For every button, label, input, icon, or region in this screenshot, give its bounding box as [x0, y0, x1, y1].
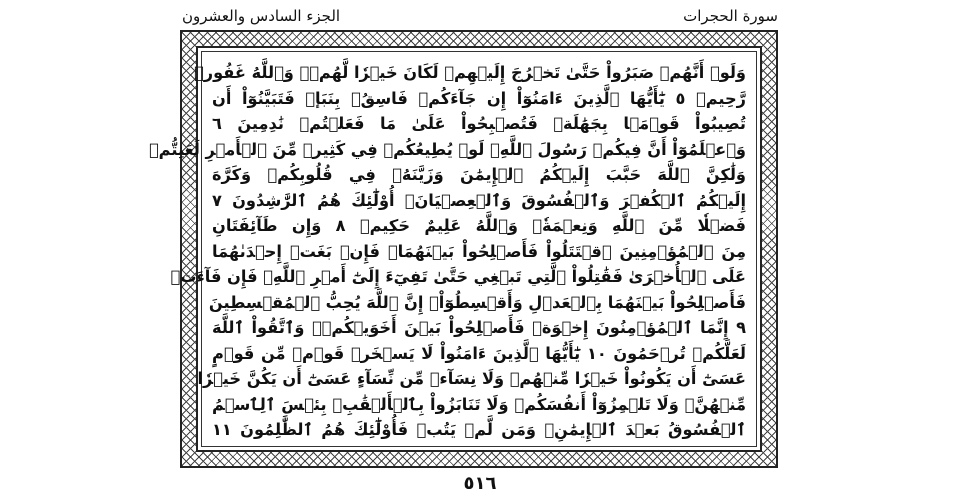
surah-name: سورة الحجرات [683, 7, 778, 25]
juz-name: الجزء السادس والعشرون [182, 7, 341, 25]
verse-line: ٩ إِنَّمَا ٱلۡمُؤۡمِنُونَ إِخۡوَةٞ فَأَصۡلِحُواْ بَيۡنَ أَخَوَيۡكُمۡۚ وَٱتَّقُواْ ٱللَّهَ [212, 318, 746, 337]
page-number: ٥١٦ [463, 473, 497, 494]
verse-line: مِّنۡهُنَّۖ وَلَا تَلۡمِزُوٓاْ أَنفُسَكُمۡ وَلَا تَنَابَزُواْ بِٱلۡأَلۡقَٰبِۖ بِئۡسَ ٱلِٱسۡمُ [212, 394, 746, 414]
verse-line: وَلَٰكِنَّ ٱللَّهَ حَبَّبَ إِلَيۡكُمُ ٱلۡإِيمَٰنَ وَزَيَّنَهُۥ فِي قُلُوبِكُمۡ وَكَرَّهَ [212, 165, 746, 184]
verse-line: وَلَوۡ أَنَّهُمۡ صَبَرُواْ حَتَّىٰ تَخۡرُجَ إِلَيۡهِمۡ لَكَانَ خَيۡرٗا لَّهُمۡۚ وَٱللَّهُ غَفُورٞ [194, 63, 746, 82]
verse-line: مِنَ ٱلۡمُؤۡمِنِينَ ٱقۡتَتَلُواْ فَأَصۡلِحُواْ بَيۡنَهُمَاۖ فَإِنۢ بَغَتۡ إِحۡدَىٰهُمَا [212, 241, 746, 261]
verse-line: ٱلۡفُسُوقُ بَعۡدَ ٱلۡإِيمَٰنِۚ وَمَن لَّمۡ يَتُبۡ فَأُوْلَٰٓئِكَ هُمُ ٱلظَّٰلِمُونَ ١١ [212, 420, 746, 439]
verse-line: وَٱعۡلَمُوٓاْ أَنَّ فِيكُمۡ رَسُولَ ٱللَّهِۚ لَوۡ يُطِيعُكُمۡ فِي كَثِيرٖ مِّنَ ٱلۡأَمۡرِ لَعَنِتُّمۡ [148, 139, 746, 159]
verse-line: عَلَى ٱلۡأُخۡرَىٰ فَقَٰتِلُواْ ٱلَّتِي تَبۡغِي حَتَّىٰ تَفِيٓءَ إِلَىٰٓ أَمۡرِ ٱللَّهِۚ فَإِن فَآءَتۡ [170, 267, 746, 286]
verse-line: تُصِيبُواْ قَوۡمَۢا بِجَهَٰلَةٖ فَتُصۡبِحُواْ عَلَىٰ مَا فَعَلۡتُمۡ نَٰدِمِينَ ٦ [212, 114, 746, 133]
verse-line: إِلَيۡكُمُ ٱلۡكُفۡرَ وَٱلۡفُسُوقَ وَٱلۡعِصۡيَانَۚ أُوْلَٰٓئِكَ هُمُ ٱلرَّٰشِدُونَ ٧ [212, 190, 746, 210]
text-frame [148, 46, 762, 452]
verse-line: رَّحِيمٞ ٥ يَٰٓأَيُّهَا ٱلَّذِينَ ءَامَنُوٓاْ إِن جَآءَكُمۡ فَاسِقُۢ بِنَبَإٖ فَتَبَيَّنُوٓاْ أَن [212, 88, 746, 108]
verse-line: لَعَلَّكُمۡ تُرۡحَمُونَ ١٠ يَٰٓأَيُّهَا ٱلَّذِينَ ءَامَنُواْ لَا يَسۡخَرۡ قَوۡمٞ مِّن قَوۡمٍ [212, 343, 747, 363]
mushaf-page [148, 0, 782, 500]
verse-line: عَسَىٰٓ أَن يَكُونُواْ خَيۡرٗا مِّنۡهُمۡ وَلَا نِسَآءٞ مِّن نِّسَآءٍ عَسَىٰٓ أَن يَكُنَّ خَيۡرٗا [197, 369, 746, 388]
page-header [182, 4, 778, 28]
verse-line: فَأَصۡلِحُواْ بَيۡنَهُمَا بِٱلۡعَدۡلِ وَأَقۡسِطُوٓاْۖ إِنَّ ٱللَّهَ يُحِبُّ ٱلۡمُقۡسِطِينَ [208, 292, 746, 312]
verse-lines [148, 60, 747, 442]
verse-line: فَضۡلٗا مِّنَ ٱللَّهِ وَنِعۡمَةٗۚ وَٱللَّهُ عَلِيمٌ حَكِيمٞ ٨ وَإِن طَآئِفَتَانِ [212, 216, 746, 235]
ornamental-border [148, 30, 778, 468]
